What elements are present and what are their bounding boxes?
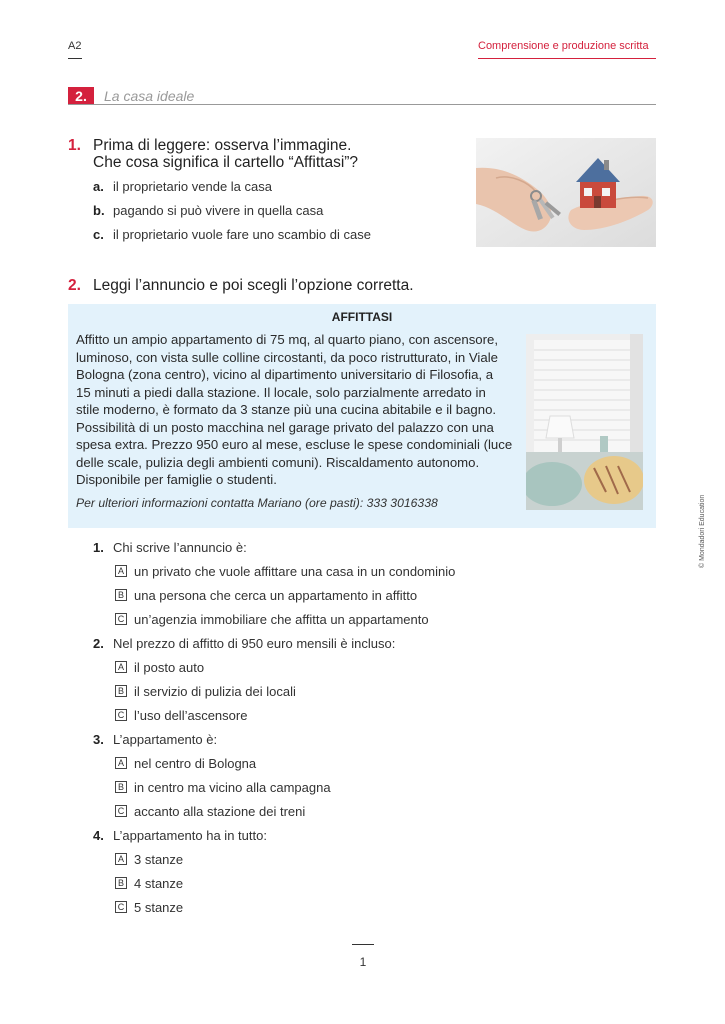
- ad-line: luminoso, con vista sulle colline circostanti, da poco ristrutturato, in Viale: [76, 349, 498, 365]
- exercise-1-number: 1.: [68, 137, 81, 154]
- answer-checkbox[interactable]: C: [115, 805, 127, 817]
- section-title: La casa ideale: [104, 88, 195, 104]
- header-left-rule: [68, 58, 82, 59]
- exercise-2-instruction: Leggi l’annuncio e poi scegli l’opzione corretta.: [93, 277, 414, 294]
- ad-line: delle scale, pulizia degli ambienti comuni). Riscaldamento autonomo.: [76, 454, 480, 470]
- answer-checkbox[interactable]: B: [115, 685, 127, 697]
- answer-text: accanto alla stazione dei treni: [134, 804, 306, 819]
- answer-checkbox[interactable]: A: [115, 565, 127, 577]
- room-interior-photo: [526, 334, 643, 510]
- answer-text: 3 stanze: [134, 852, 184, 867]
- answer-checkbox[interactable]: A: [115, 757, 127, 769]
- answer-text: un privato che vuole affittare una casa in un condominio: [134, 564, 456, 579]
- answer-text: 4 stanze: [134, 876, 184, 891]
- answer-text: il posto auto: [134, 660, 205, 675]
- ad-title: AFFITTASI: [331, 310, 393, 324]
- question-2-number: 2.: [93, 636, 104, 651]
- question-4-number: 4.: [93, 828, 104, 843]
- answer-checkbox[interactable]: C: [115, 901, 127, 913]
- question-4-text: L’appartamento ha in tutto:: [113, 828, 267, 843]
- exercise-1-option-b-letter: b.: [93, 203, 105, 218]
- answer-text: nel centro di Bologna: [134, 756, 257, 771]
- copyright-note: © Mondadori Education: [699, 494, 706, 568]
- question-3-text: L’appartamento è:: [113, 732, 218, 747]
- answer-checkbox[interactable]: A: [115, 661, 127, 673]
- page-number: 1: [359, 955, 367, 969]
- answer-text: 5 stanze: [134, 900, 184, 915]
- answer-checkbox[interactable]: C: [115, 709, 127, 721]
- page-number-rule: [352, 944, 374, 945]
- answer-checkbox[interactable]: C: [115, 613, 127, 625]
- ad-contact: Per ulteriori informazioni contatta Mariano (ore pasti): 333 3016338: [76, 496, 438, 510]
- answer-checkbox[interactable]: B: [115, 877, 127, 889]
- exercise-1-option-b[interactable]: pagando si può vivere in quella casa: [113, 203, 324, 218]
- hands-house-keys-photo: [476, 138, 656, 247]
- ad-line: Possibilità di un posto macchina nel garage privato del palazzo con una: [76, 419, 494, 435]
- answer-text: l’uso dell’ascensore: [134, 708, 248, 723]
- exercise-1-line1: Prima di leggere: osserva l’immagine.: [93, 137, 352, 154]
- answer-text: una persona che cerca un appartamento in affitto: [134, 588, 418, 603]
- exercise-1-option-a-letter: a.: [93, 179, 104, 194]
- exercise-2-number: 2.: [68, 277, 81, 294]
- answer-text: il servizio di pulizia dei locali: [134, 684, 296, 699]
- exercise-1-option-a[interactable]: il proprietario vende la casa: [113, 179, 272, 194]
- header-right-rule: [478, 58, 656, 59]
- section-number: 2.: [68, 87, 94, 105]
- header-section-title: Comprensione e produzione scritta: [478, 40, 649, 52]
- ad-line: Affitto un ampio appartamento di 75 mq, al quarto piano, con ascensore,: [76, 332, 499, 347]
- ad-line: 15 minuti a piedi dalla stazione. Il locale, solo parzialmente arredato in: [76, 384, 486, 400]
- ad-line: spesa extra. Prezzo 950 euro al mese, escluse le spese condominiali (luce: [76, 437, 513, 452]
- ad-line: Disponibile per famiglie o studenti.: [76, 472, 277, 487]
- question-1-text: Chi scrive l’annuncio è:: [113, 540, 247, 555]
- question-2-text: Nel prezzo di affitto di 950 euro mensili è incluso:: [113, 636, 396, 651]
- exercise-1-line2: Che cosa significa il cartello “Affittasi”?: [93, 154, 359, 171]
- exercise-1-option-c[interactable]: il proprietario vuole fare uno scambio di case: [113, 227, 371, 242]
- answer-text: in centro ma vicino alla campagna: [134, 780, 331, 795]
- answer-text: un’agenzia immobiliare che affitta un appartamento: [134, 612, 429, 627]
- section-rule: [68, 104, 656, 105]
- ad-line: Bologna (zona centro), vicino al dipartimento universitario di Filosofia, a: [76, 367, 494, 382]
- ad-body: [76, 331, 522, 489]
- question-3-number: 3.: [93, 732, 104, 747]
- header-level: A2: [68, 40, 82, 52]
- answer-checkbox[interactable]: B: [115, 781, 127, 793]
- exercise-1-option-c-letter: c.: [93, 227, 104, 242]
- answer-checkbox[interactable]: B: [115, 589, 127, 601]
- ad-line: stile moderno, è formato da 3 stanze più una cucina abitabile e il bagno.: [76, 402, 497, 417]
- question-1-number: 1.: [93, 540, 104, 555]
- answer-checkbox[interactable]: A: [115, 853, 127, 865]
